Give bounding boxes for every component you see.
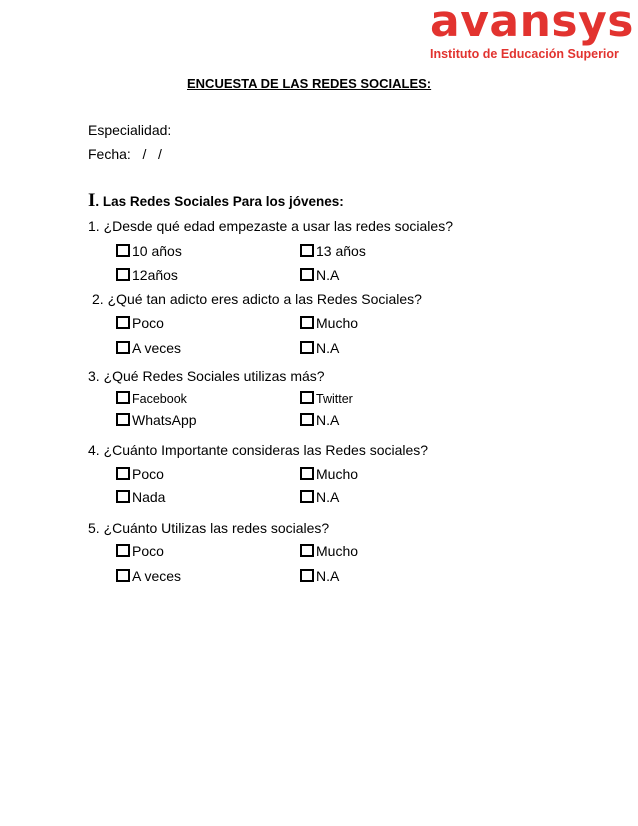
question-5: 5. ¿Cuánto Utilizas las redes sociales? xyxy=(88,520,330,536)
q1-option-13-anos[interactable] xyxy=(300,243,366,259)
option-label: 12años xyxy=(132,267,178,283)
q5-option-mucho[interactable] xyxy=(300,543,358,559)
q2-option-poco[interactable] xyxy=(116,315,164,331)
q3-option-na[interactable] xyxy=(300,412,339,428)
checkbox-icon[interactable] xyxy=(116,544,130,557)
q3-option-whatsapp[interactable] xyxy=(116,412,197,428)
checkbox-icon[interactable] xyxy=(300,316,314,329)
option-label: N.A xyxy=(316,568,340,584)
option-label: Facebook xyxy=(132,392,187,406)
q5-option-a-veces[interactable] xyxy=(116,568,181,584)
logo-tagline: Instituto de Educación Superior xyxy=(430,47,619,61)
checkbox-icon[interactable] xyxy=(116,268,130,281)
q4-option-nada[interactable] xyxy=(116,489,165,505)
option-label: 13 años xyxy=(316,243,366,259)
checkbox-icon[interactable] xyxy=(116,569,130,582)
checkbox-icon[interactable] xyxy=(116,490,130,503)
checkbox-icon[interactable] xyxy=(300,544,314,557)
section-title: . Las Redes Sociales Para los jóvenes: xyxy=(95,194,344,209)
especialidad-label: Especialidad: xyxy=(88,122,172,138)
avansys-logo xyxy=(426,0,638,66)
q1-option-10-anos[interactable] xyxy=(116,243,182,259)
q2-option-mucho[interactable] xyxy=(300,315,358,331)
q5-option-poco[interactable] xyxy=(116,543,164,559)
q2-option-a-veces[interactable] xyxy=(116,340,181,356)
option-label: Nada xyxy=(132,489,166,505)
checkbox-icon[interactable] xyxy=(116,341,130,354)
option-label: N.A xyxy=(316,412,340,428)
checkbox-icon[interactable] xyxy=(116,391,130,404)
option-label: Poco xyxy=(132,315,164,331)
q4-option-na[interactable] xyxy=(300,489,339,505)
q4-option-mucho[interactable] xyxy=(300,466,358,482)
checkbox-icon[interactable] xyxy=(300,413,314,426)
checkbox-icon[interactable] xyxy=(300,391,314,404)
q4-option-poco[interactable] xyxy=(116,466,164,482)
checkbox-icon[interactable] xyxy=(116,316,130,329)
checkbox-icon[interactable] xyxy=(116,413,130,426)
section-number: I xyxy=(88,190,96,211)
option-label: A veces xyxy=(132,340,182,356)
checkbox-icon[interactable] xyxy=(116,244,130,257)
option-label: Poco xyxy=(132,543,164,559)
q2-option-na[interactable] xyxy=(300,340,339,356)
survey-title: ENCUESTA DE LAS REDES SOCIALES: xyxy=(187,76,432,91)
option-label: Mucho xyxy=(316,466,359,482)
option-label: A veces xyxy=(132,568,182,584)
checkbox-icon[interactable] xyxy=(300,244,314,257)
option-label: WhatsApp xyxy=(132,412,197,428)
checkbox-icon[interactable] xyxy=(300,569,314,582)
fecha-label: Fecha: / / xyxy=(88,146,162,162)
option-label: Poco xyxy=(132,466,164,482)
question-2: 2. ¿Qué tan adicto eres adicto a las Redes Sociales? xyxy=(92,291,422,307)
q1-option-na[interactable] xyxy=(300,267,339,283)
checkbox-icon[interactable] xyxy=(300,341,314,354)
checkbox-icon[interactable] xyxy=(300,268,314,281)
option-label: Mucho xyxy=(316,543,359,559)
option-label: 10 años xyxy=(132,243,182,259)
logo-brand: avansys xyxy=(430,0,634,47)
checkbox-icon[interactable] xyxy=(300,490,314,503)
option-label: Mucho xyxy=(316,315,359,331)
checkbox-icon[interactable] xyxy=(300,467,314,480)
question-3: 3. ¿Qué Redes Sociales utilizas más? xyxy=(88,368,325,384)
question-4: 4. ¿Cuánto Importante consideras las Redes sociales? xyxy=(88,442,429,458)
q3-option-facebook[interactable] xyxy=(116,391,187,407)
section-heading xyxy=(88,190,344,212)
option-label: N.A xyxy=(316,489,340,505)
checkbox-icon[interactable] xyxy=(116,467,130,480)
option-label: Twitter xyxy=(316,392,353,406)
q1-option-12-anos[interactable] xyxy=(116,267,178,283)
q5-option-na[interactable] xyxy=(300,568,339,584)
option-label: N.A xyxy=(316,267,340,283)
option-label: N.A xyxy=(316,340,340,356)
question-1: 1. ¿Desde qué edad empezaste a usar las redes sociales? xyxy=(88,218,453,234)
q3-option-twitter[interactable] xyxy=(300,391,353,407)
